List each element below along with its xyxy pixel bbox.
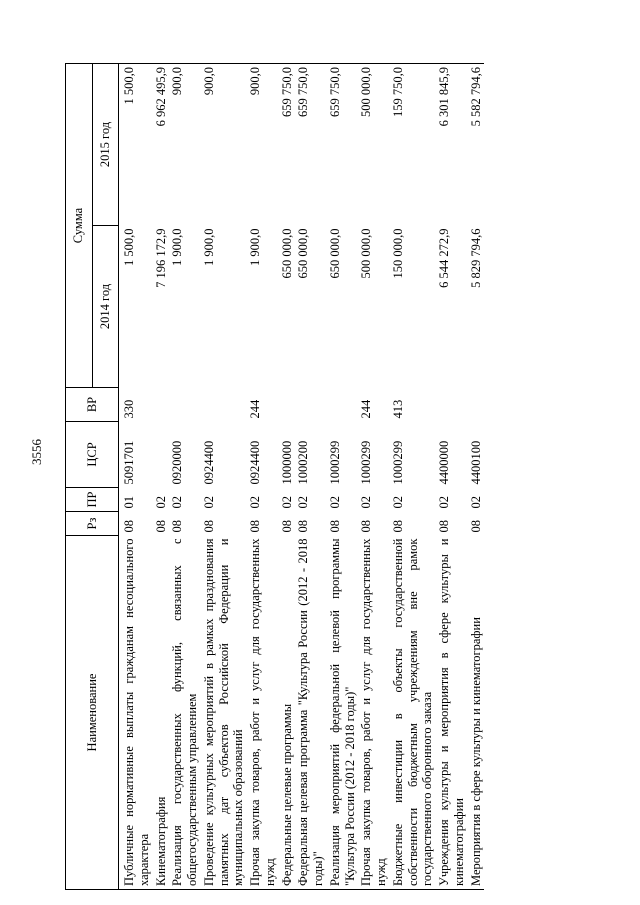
row-sum-2014: 650 000,0: [279, 228, 294, 279]
row-sum-2014: 5 829 794,6: [468, 228, 483, 288]
row-pr: 02: [437, 496, 451, 509]
row-rz: 08: [327, 520, 342, 533]
row-name: Прочая закупка товаров, работ и услуг для государственных нужд: [358, 536, 390, 890]
rotated-page-content: [65, 64, 607, 890]
table-row: [468, 64, 485, 890]
row-pr: 02: [468, 496, 483, 509]
row-rz: 08: [170, 520, 185, 533]
row-pr: 02: [359, 496, 374, 509]
row-csr: 5091701: [122, 440, 136, 485]
row-vr: [279, 388, 296, 422]
row-pr: 02: [327, 496, 342, 509]
row-name: Проведение культурных мероприятий в рамках празднования памятных дат субъектов Российской Федерации и муниципальных образований: [201, 536, 247, 890]
row-vr: [436, 388, 468, 422]
row-csr: 4400100: [468, 440, 483, 485]
row-sum-2015: 1 500,0: [119, 64, 153, 226]
row-sum-2014: 650 000,0: [296, 228, 311, 279]
budget-table: [65, 63, 484, 890]
row-vr: 413: [390, 399, 405, 419]
row-csr: 0920000: [170, 440, 185, 485]
row-rz: 08: [296, 520, 311, 533]
row-csr: 1000000: [279, 440, 294, 485]
row-sum-2014: 650 000,0: [327, 228, 342, 279]
header-pr: ПР: [66, 488, 119, 512]
row-vr: [295, 388, 327, 422]
table-body: [119, 64, 485, 890]
row-csr: 1000299: [390, 440, 405, 485]
row-rz: 08: [468, 520, 483, 533]
row-sum-2015: 900,0: [169, 64, 201, 226]
row-csr: 1000299: [327, 440, 342, 485]
row-name: Бюджетные инвестиции в объекты государственной собственности бюджетным учреждениям вне рамок государственного оборонного заказа: [390, 536, 436, 890]
row-pr: 01: [122, 496, 136, 509]
table-row: [295, 64, 327, 890]
row-name: Кинематография: [153, 536, 170, 890]
table-row: [201, 64, 247, 890]
header-name: Наименование: [66, 536, 119, 890]
header-year-2015: 2015 год: [92, 64, 119, 226]
row-sum-2015: 659 750,0: [295, 64, 327, 226]
row-pr: 02: [201, 496, 216, 509]
row-rz: 08: [437, 520, 451, 533]
table-row: [247, 64, 279, 890]
row-pr: 02: [153, 496, 168, 509]
row-sum-2015: 6 301 845,9: [436, 64, 468, 226]
row-sum-2015: 659 750,0: [327, 64, 359, 226]
row-csr: [153, 422, 170, 488]
row-sum-2015: 900,0: [201, 64, 247, 226]
row-rz: 08: [122, 520, 136, 533]
row-csr: 1000299: [359, 440, 374, 485]
row-name: Мероприятия в сфере культуры и кинематографии: [468, 536, 485, 890]
row-name: Реализация мероприятий федеральной целевой программы "Культура России (2012 - 2018 годы)": [327, 536, 359, 890]
row-sum-2014: 1 900,0: [201, 228, 216, 266]
row-rz: 08: [248, 520, 262, 533]
row-pr: 02: [390, 496, 405, 509]
row-sum-2015: 159 750,0: [390, 64, 436, 226]
row-csr: 0924400: [201, 440, 216, 485]
row-pr: 02: [296, 496, 311, 509]
table-row: [436, 64, 468, 890]
row-csr: 0924400: [248, 440, 262, 485]
row-name: Прочая закупка товаров, работ и услуг для государственных нужд: [247, 536, 279, 890]
row-sum-2014: 500 000,0: [359, 228, 374, 279]
row-pr: 02: [248, 496, 262, 509]
row-sum-2015: 659 750,0: [279, 64, 296, 226]
header-csr: ЦСР: [66, 422, 119, 488]
row-rz: 08: [390, 520, 405, 533]
page-number: 3556: [29, 439, 44, 465]
row-name: Публичные нормативные выплаты гражданам несоциального характера: [119, 536, 153, 890]
row-rz: 08: [279, 520, 294, 533]
row-vr: 244: [248, 399, 262, 419]
table-row: [119, 64, 153, 890]
header-sum: Сумма: [66, 64, 93, 388]
row-sum-2014: 150 000,0: [390, 228, 405, 279]
table-row: [390, 64, 436, 890]
header-vr: ВР: [66, 388, 119, 422]
row-sum-2014: 6 544 272,9: [437, 228, 451, 288]
row-name: Учреждения культуры и мероприятия в сфере культуры и кинематографии: [436, 536, 468, 890]
row-vr: [468, 388, 485, 422]
row-name: Федеральная целевая программа "Культура России (2012 - 2018 годы)": [295, 536, 327, 890]
table-row: [153, 64, 170, 890]
row-name: Реализация государственных функций, связанных с общегосударственным управлением: [169, 536, 201, 890]
table-row: [327, 64, 359, 890]
table-row: [358, 64, 390, 890]
row-vr: [153, 388, 170, 422]
row-vr: 330: [122, 399, 136, 419]
row-rz: 08: [201, 520, 216, 533]
header-year-2014: 2014 год: [92, 226, 119, 388]
row-csr: 4400000: [437, 440, 451, 485]
row-pr: 02: [170, 496, 185, 509]
row-sum-2014: 1 900,0: [248, 228, 262, 266]
row-name: Федеральные целевые программы: [279, 536, 296, 890]
row-pr: 02: [279, 496, 294, 509]
row-sum-2014: 1 900,0: [170, 228, 185, 266]
row-sum-2015: 900,0: [247, 64, 279, 226]
row-sum-2014: 1 500,0: [122, 228, 136, 266]
table-row: [169, 64, 201, 890]
header-rz: Рз: [66, 512, 119, 536]
row-rz: 08: [153, 520, 168, 533]
row-sum-2015: 6 962 495,9: [153, 64, 170, 226]
table-row: [279, 64, 296, 890]
row-vr: [327, 388, 359, 422]
header-row: [66, 64, 93, 890]
row-sum-2015: 5 582 794,6: [468, 64, 485, 226]
row-rz: 08: [359, 520, 374, 533]
row-csr: 1000200: [296, 440, 311, 485]
row-vr: 244: [359, 399, 374, 419]
row-vr: [169, 388, 201, 422]
row-sum-2014: 7 196 172,9: [153, 228, 168, 288]
row-vr: [201, 388, 247, 422]
row-sum-2015: 500 000,0: [358, 64, 390, 226]
